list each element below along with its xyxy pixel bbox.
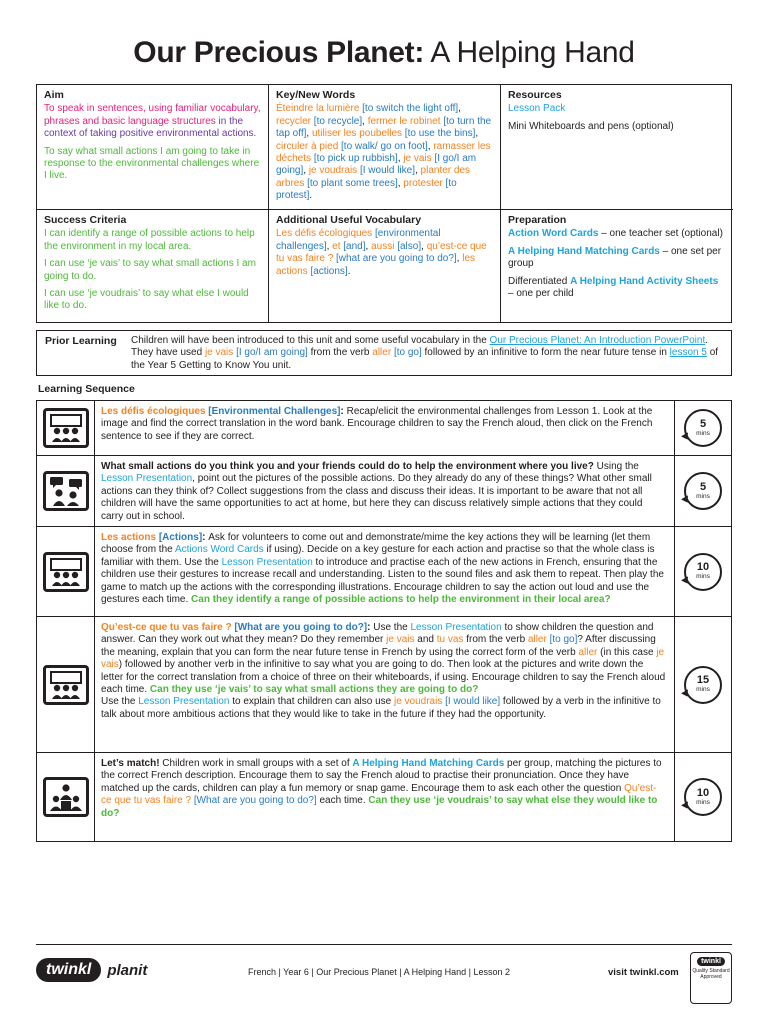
text-segment: Use the <box>101 696 139 708</box>
intro-powerpoint-link[interactable]: Our Precious Planet: An Introduction PowerPoint <box>489 335 706 346</box>
prep-text-1: – one teacher set (optional) <box>598 228 723 240</box>
text-segment: tu vas <box>436 634 464 646</box>
page-title <box>0 36 768 70</box>
sequence-row <box>37 527 731 617</box>
text-segment: [Environmental Challenges] <box>208 406 341 417</box>
sequence-time-cell <box>675 456 731 526</box>
text-segment: from the verb <box>463 634 528 646</box>
text-segment: [actions] <box>310 265 348 277</box>
sequence-time-cell <box>675 527 731 616</box>
title-bold: Our Precious Planet: <box>133 36 425 69</box>
text-segment[interactable]: Lesson Presentation <box>101 473 193 485</box>
action-word-cards-link[interactable]: Action Word Cards <box>508 228 599 240</box>
prep-text-2: – one set per group <box>508 245 722 270</box>
sequence-row <box>37 753 731 841</box>
success-criteria-cell <box>37 210 269 322</box>
sequence-text <box>95 456 675 526</box>
text-segment: [I would like] <box>442 696 501 708</box>
resources-cell <box>501 85 733 210</box>
text-segment: je vais <box>101 646 665 671</box>
timer-icon <box>684 409 722 447</box>
text-segment: [what are you going to do?] <box>336 253 457 265</box>
timer-arrow-icon <box>681 576 691 585</box>
text-segment: What small actions do you think you and your friends could do to help the environment where you live? <box>101 461 594 472</box>
resources-item: Mini Whiteboards and pens (optional) <box>508 120 674 132</box>
text-segment: each time. <box>316 795 369 807</box>
text-segment: , <box>306 128 312 140</box>
text-segment: , <box>414 165 421 177</box>
timer-arrow-icon <box>681 689 691 698</box>
text-segment: et <box>332 240 344 252</box>
timer-minutes: 5 <box>699 480 707 493</box>
text-segment: ) followed by another verb in the infinitive to say what you are going to do. Then look at the pictures and write down the letter for the correct translation from a choice of three on their whiteboards, if using. Encourage children to say the French aloud each time. <box>101 659 666 696</box>
text-segment: aller <box>578 646 598 658</box>
text-segment: (in this case <box>597 646 657 658</box>
key-words-heading: Key/New Words <box>276 89 356 101</box>
text-segment: Qu’est-ce que tu vas faire ? <box>101 622 235 633</box>
text-segment: [to use the bins] <box>404 128 476 140</box>
sequence-row <box>37 617 731 753</box>
text-segment: [I go/I am going] <box>276 153 477 177</box>
learning-sequence-label: Learning Sequence <box>38 383 135 395</box>
text-segment: : <box>340 406 347 417</box>
footer-lesson-info: French | Year 6 | Our Precious Planet | A Helping Hand | Lesson 2 <box>248 967 511 977</box>
text-segment: [to turn the tap off] <box>276 115 492 140</box>
text-segment: [also] <box>397 240 422 252</box>
aim-heading: Aim <box>44 89 64 101</box>
timer-mins-label: mins <box>696 429 710 437</box>
sequence-icon-cell <box>37 527 95 616</box>
text-segment: je voudrais <box>393 696 443 708</box>
key-words-cell <box>269 85 501 210</box>
timer-icon <box>684 553 722 591</box>
text-segment: , <box>427 140 434 152</box>
activity-sheets-link[interactable]: A Helping Hand Activity Sheets <box>570 275 719 287</box>
text-segment: [Actions] <box>158 532 203 543</box>
text-segment: to introduce and practise each of the new actions in French, ensuring that the children use their gestures to increase recall and understanding. Listen to the sound files and ask them to repeat. Then play the game to match up the actions with the corresponding illustrations. Encourage children to say the action out loud and use the gestures each time. <box>101 556 664 606</box>
lesson-pack-link[interactable]: Lesson Pack <box>508 103 566 115</box>
text-segment: [What are you going to do?] <box>234 622 368 633</box>
text-segment: les actions <box>276 253 476 277</box>
success-item-1: I can identify a range of possible actions to help the environment in my local area. <box>44 228 255 252</box>
text-segment[interactable]: Actions Word Cards <box>174 544 264 556</box>
sequence-text <box>95 753 675 841</box>
preparation-cell <box>501 210 733 322</box>
matching-cards-link[interactable]: A Helping Hand Matching Cards <box>508 245 660 257</box>
text-segment: Use the <box>373 622 411 633</box>
sequence-time-cell <box>675 617 731 752</box>
title-rest: A Helping Hand <box>424 36 635 69</box>
text-segment: je vais <box>386 634 415 646</box>
lesson-overview-table <box>36 84 732 323</box>
small-group-icon <box>43 777 89 817</box>
prior-text-3: from the verb <box>307 347 373 359</box>
text-segment: per group, matching the pictures to the correct French description. Encourage them to say the French aloud to practise their pronunciation. Once they have matched up the cards, children can play a fun memory or snap game. Encourage them to ask each other the question <box>101 758 662 794</box>
sequence-row <box>37 456 731 527</box>
text-segment: Les actions <box>101 532 159 543</box>
text-segment: Can they use ‘je voudrais’ to say what else they would like to do? <box>101 795 658 819</box>
text-segment: , <box>362 115 368 127</box>
text-segment: Can they use ‘je vais’ to say what small actions they are going to do? <box>149 684 479 696</box>
text-segment: : <box>367 622 374 633</box>
success-item-3: I can use ‘je voudrais’ to say what else I would like to do. <box>44 288 249 312</box>
text-segment: circuler à pied <box>276 140 342 152</box>
text-segment: Qu’est-ce que tu vas faire ? <box>101 782 657 807</box>
prior-learning-box <box>36 330 732 376</box>
text-segment: recycler <box>276 115 314 127</box>
twinkl-logo <box>36 958 147 982</box>
text-segment: [What are you going to do?] <box>191 795 317 807</box>
twinkl-logo-badge: twinkl <box>36 958 101 982</box>
sequence-time-cell <box>675 401 731 455</box>
sequence-icon-cell <box>37 617 95 752</box>
timer-arrow-icon <box>681 495 691 504</box>
timer-mins-label: mins <box>696 686 710 693</box>
text-segment[interactable]: Lesson Presentation <box>138 696 230 708</box>
group-presentation-icon <box>43 665 89 705</box>
lesson-5-link[interactable]: lesson 5 <box>669 347 707 359</box>
additional-heading: Additional Useful Vocabulary <box>276 214 422 226</box>
aim-cell <box>37 85 269 210</box>
text-segment: , <box>326 240 333 252</box>
group-presentation-icon <box>43 408 89 448</box>
learning-sequence-table <box>36 400 732 842</box>
text-segment: . <box>347 265 351 277</box>
text-segment: [to walk/ go on foot] <box>341 140 428 152</box>
text-segment: ? After discussing the meaning, explain that you can form the near future tense in French by using the correct form of the verb <box>101 634 656 658</box>
text-segment: and <box>414 634 437 646</box>
additional-vocab-cell <box>269 210 501 322</box>
footer-visit-link[interactable]: visit twinkl.com <box>608 967 679 978</box>
text-segment: , <box>421 240 427 252</box>
success-heading: Success Criteria <box>44 214 127 226</box>
prep-text-3: – one per child <box>508 288 574 300</box>
timer-arrow-icon <box>681 801 691 810</box>
timer-minutes: 10 <box>696 561 710 573</box>
prior-en-1: [I go/I am going] <box>233 347 308 359</box>
discussion-icon <box>43 471 89 511</box>
text-segment: aussi <box>371 240 398 252</box>
prior-fr-2: aller <box>372 347 392 359</box>
prior-text-2: . They have used <box>131 335 709 359</box>
text-segment: [to pick up rubbish] <box>313 153 398 165</box>
text-segment: [to plant some trees] <box>307 177 398 189</box>
prior-text-4: followed by an infinitive to form the near future tense in <box>421 347 670 359</box>
sequence-row <box>37 401 731 456</box>
text-segment: planter des arbres <box>276 165 471 189</box>
text-segment: to show children the question and answer. Can they work out what they mean? Do they remember <box>101 622 654 646</box>
text-segment: , <box>397 153 404 165</box>
text-segment: protester <box>403 177 446 189</box>
text-segment: Let’s match! <box>101 758 160 769</box>
text-segment: [I would like] <box>359 165 415 177</box>
text-segment: [to go] <box>546 634 578 646</box>
aim-text-pink: To speak in sentences, using familiar vocabulary, phrases and basic language structures <box>44 103 261 127</box>
timer-icon <box>684 778 722 816</box>
sequence-icon-cell <box>37 456 95 526</box>
text-segment: , point out the pictures of the possible actions. Do they already do any of these things? What other small actions can they think of? Collect suggestions from the class and discuss their ideas. It is important to be aware that not all children will have the same opportunities to act at home, but here they can discuss relatively simple actions that they could carry out in school. <box>101 473 652 522</box>
text-segment: Éteindre la lumière <box>276 103 363 115</box>
text-segment: , <box>303 165 309 177</box>
group-presentation-icon <box>43 552 89 592</box>
timer-mins-label: mins <box>696 573 710 580</box>
text-segment: . <box>309 190 313 202</box>
text-segment[interactable]: A Helping Hand Matching Cards <box>352 758 505 769</box>
text-segment: [to protest] <box>276 177 457 202</box>
prior-text-1: Children will have been introduced to this unit and some useful vocabulary in the <box>131 335 490 346</box>
text-segment: Les défis écologiques <box>276 228 375 240</box>
text-segment: fermer le robinet <box>367 115 444 127</box>
sequence-text <box>95 617 675 752</box>
text-segment: , <box>365 240 372 252</box>
text-segment: if using). Decide on a key gesture for each action and practise so that the whole class is familiar with them. Use the <box>101 544 655 568</box>
quality-badge <box>690 952 732 1004</box>
timer-mins-label: mins <box>696 798 710 806</box>
timer-minutes: 15 <box>696 674 710 686</box>
text-segment: [environmental challenges] <box>276 228 441 252</box>
aim-text-purple: in the context of taking positive environmental actions. <box>44 115 257 140</box>
quality-badge-text: Quality Standard Approved <box>692 968 730 980</box>
success-item-2: I can use ‘je vais’ to say what small actions I am going to do. <box>44 258 256 282</box>
text-segment: Can they identify a range of possible actions to help the environment in their local area? <box>191 594 611 606</box>
sequence-icon-cell <box>37 401 95 455</box>
sequence-text <box>95 401 675 455</box>
text-segment: , <box>458 103 461 115</box>
prior-learning-label: Prior Learning <box>45 335 117 347</box>
text-segment: Children work in small groups with a set of <box>159 758 353 769</box>
text-segment: [and] <box>343 240 366 252</box>
aim-text-green: To say what small actions I am going to take in response to the environmental challenges where I live. <box>44 145 260 182</box>
additional-vocab-text <box>276 228 493 278</box>
prior-learning-text <box>131 335 723 371</box>
text-segment: , <box>456 253 463 265</box>
timer-icon <box>684 666 722 704</box>
text-segment: , <box>397 177 404 189</box>
sequence-icon-cell <box>37 753 95 841</box>
preparation-heading: Preparation <box>508 214 567 226</box>
text-segment[interactable]: Lesson Presentation <box>221 556 313 568</box>
prep-text-3-pre: Differentiated <box>508 275 571 287</box>
quality-badge-logo: twinkl <box>697 957 725 966</box>
text-segment: Les défis écologiques <box>101 406 209 417</box>
text-segment: aller <box>527 634 547 646</box>
prior-fr-1: je vais <box>204 347 234 359</box>
sequence-time-cell <box>675 753 731 841</box>
text-segment: Ask for volunteers to come out and demonstrate/mime the key actions they will be learning (let them choose from the <box>101 532 651 556</box>
text-segment: qu’est-ce que tu vas faire ? <box>276 240 487 265</box>
text-segment: : <box>202 532 209 543</box>
text-segment: ramasser les déchets <box>276 140 491 165</box>
text-segment: to explain that children can also use <box>229 696 394 708</box>
text-segment: utiliser les poubelles <box>311 128 405 140</box>
text-segment: [to switch the light off] <box>362 103 459 115</box>
prior-text-5: of the Year 5 Getting to Know You unit. <box>131 347 719 371</box>
sequence-text <box>95 527 675 616</box>
timer-mins-label: mins <box>696 492 710 500</box>
timer-minutes: 5 <box>699 417 707 430</box>
text-segment: je voudrais <box>308 165 360 177</box>
resources-heading: Resources <box>508 89 562 101</box>
planit-logo-text: planit <box>107 961 148 979</box>
text-segment[interactable]: Lesson Presentation <box>410 622 502 633</box>
text-segment: followed by a verb in the infinitive to talk about more ambitious actions that they would like to take in the future if they had the opportunity. <box>101 696 661 720</box>
timer-minutes: 10 <box>696 786 710 799</box>
text-segment: , <box>475 128 479 140</box>
text-segment: [to recycle] <box>313 115 363 127</box>
text-segment: je vais <box>403 153 435 165</box>
timer-icon <box>684 472 722 510</box>
key-words-text <box>276 103 493 202</box>
text-segment: Recap/elicit the environmental challenges from Lesson 1. Look at the image and find the correct translation in the word bank. Encourage children to say the French aloud, then click on the French sentence to see if they are correct. <box>101 406 653 442</box>
timer-arrow-icon <box>681 432 691 441</box>
text-segment: Using the <box>593 461 639 472</box>
prior-en-2: [to go] <box>391 347 422 359</box>
footer-divider <box>36 944 732 945</box>
